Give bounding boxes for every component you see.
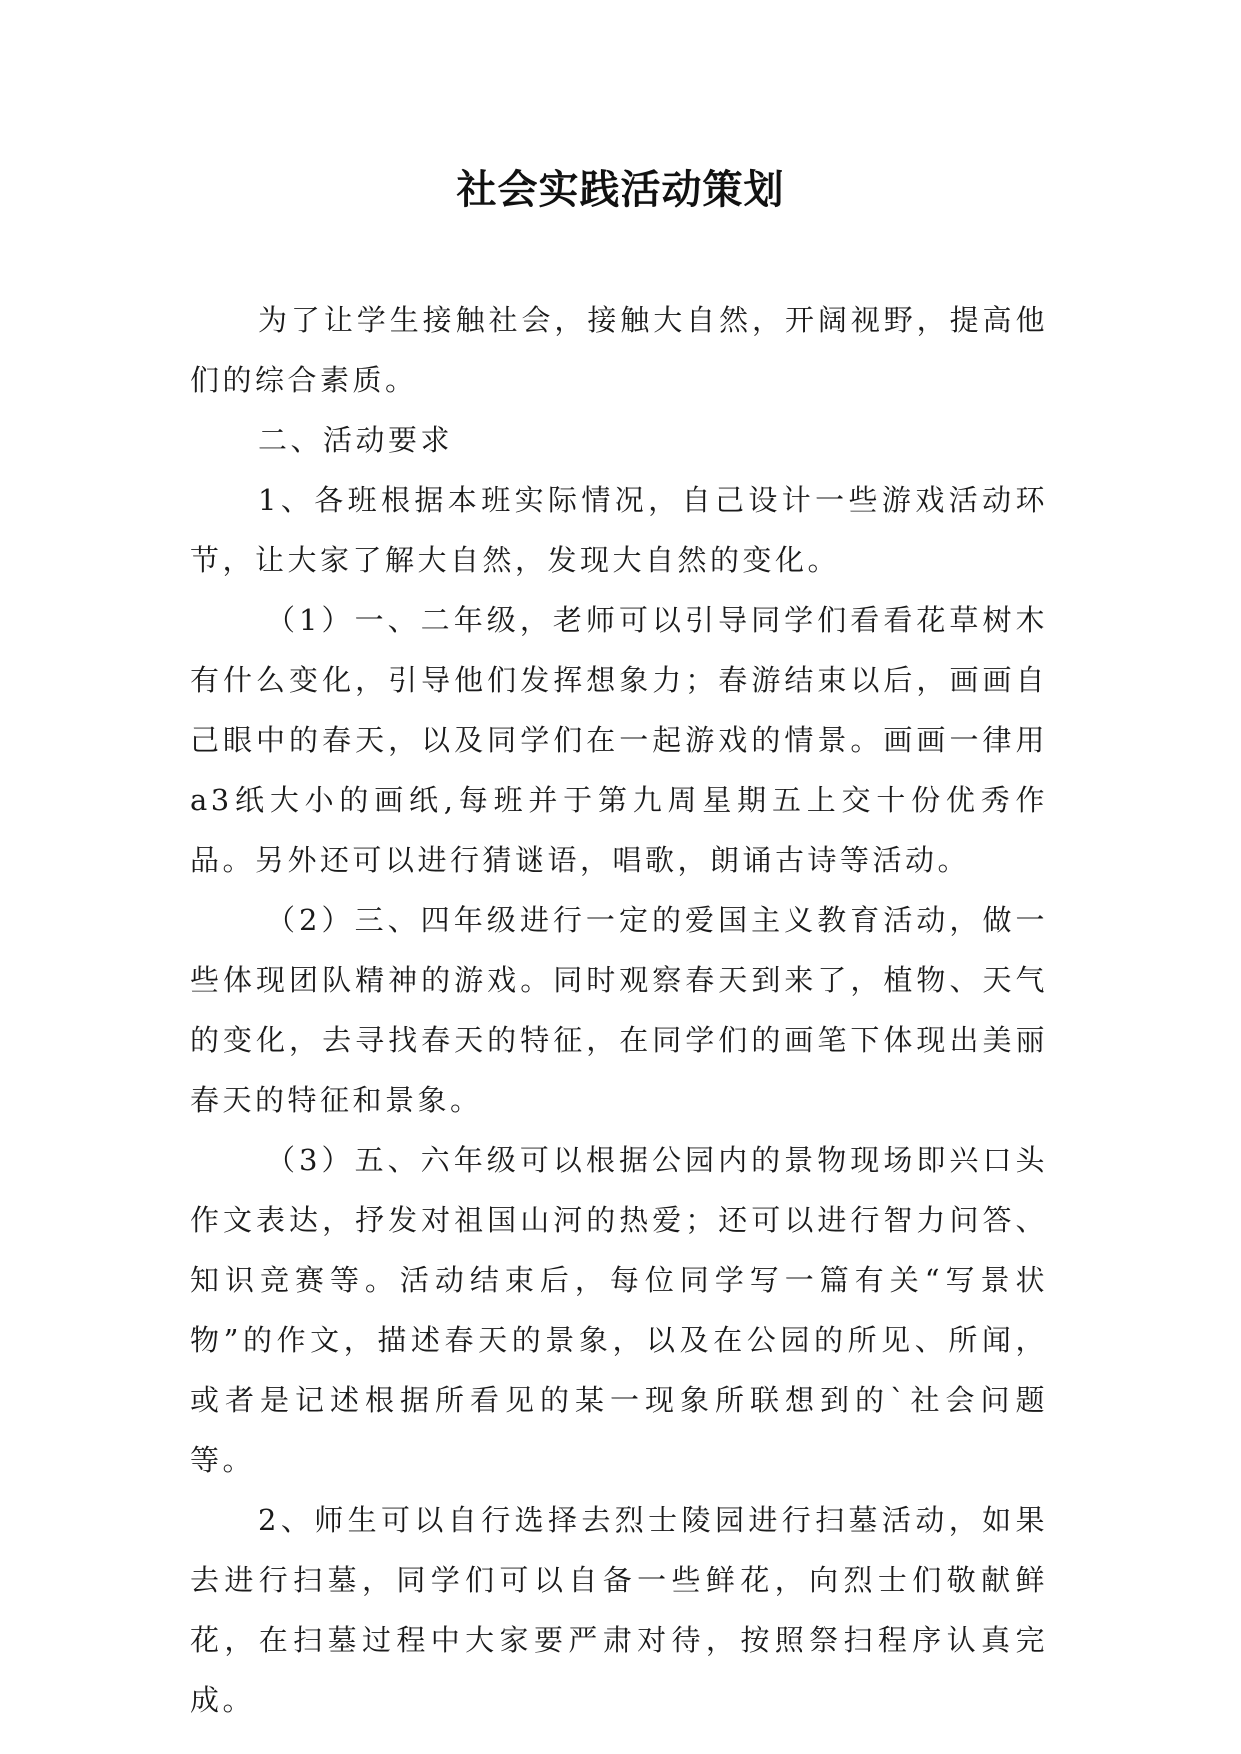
grade-1-2-paragraph: （1）一、二年级，老师可以引导同学们看看花草树木有什么变化，引导他们发挥想象力；春游结束以后，画画自己眼中的春天，以及同学们在一起游戏的情景。画画一律用a3纸大小的画纸,每班并于第九周星期五上交十份优秀作品。另外还可以进行猜谜语，唱歌，朗诵古诗等活动。 — [190, 603, 1048, 877]
document-body — [190, 290, 1048, 1730]
document-title: 社会实践活动策划 — [456, 167, 785, 213]
grade-3-4-paragraph: （2）三、四年级进行一定的爱国主义教育活动，做一些体现团队精神的游戏。同时观察春天到来了，植物、天气的变化，去寻找春天的特征，在同学们的画笔下体现出美丽春天的特征和景象。 — [190, 903, 1048, 1117]
intro-paragraph: 为了让学生接触社会，接触大自然，开阔视野，提高他们的综合素质。 — [190, 303, 1048, 397]
grade-5-6-paragraph: （3）五、六年级可以根据公园内的景物现场即兴口头作文表达，抒发对祖国山河的热爱；还可以进行智力问答、知识竞赛等。活动结束后，每位同学写一篇有关“写景状物”的作文，描述春天的景象，以及在公园的所见、所闻，或者是记述根据所看见的某一现象所联想到的`社会问题等。 — [190, 1143, 1048, 1477]
section-heading: 二、活动要求 — [258, 423, 454, 457]
requirement-2-paragraph: 2、师生可以自行选择去烈士陵园进行扫墓活动，如果去进行扫墓，同学们可以自备一些鲜花，向烈士们敬献鲜花，在扫墓过程中大家要严肃对待，按照祭扫程序认真完成。 — [190, 1503, 1048, 1717]
requirement-1-paragraph: 1、各班根据本班实际情况，自己设计一些游戏活动环节，让大家了解大自然，发现大自然的变化。 — [190, 483, 1048, 577]
